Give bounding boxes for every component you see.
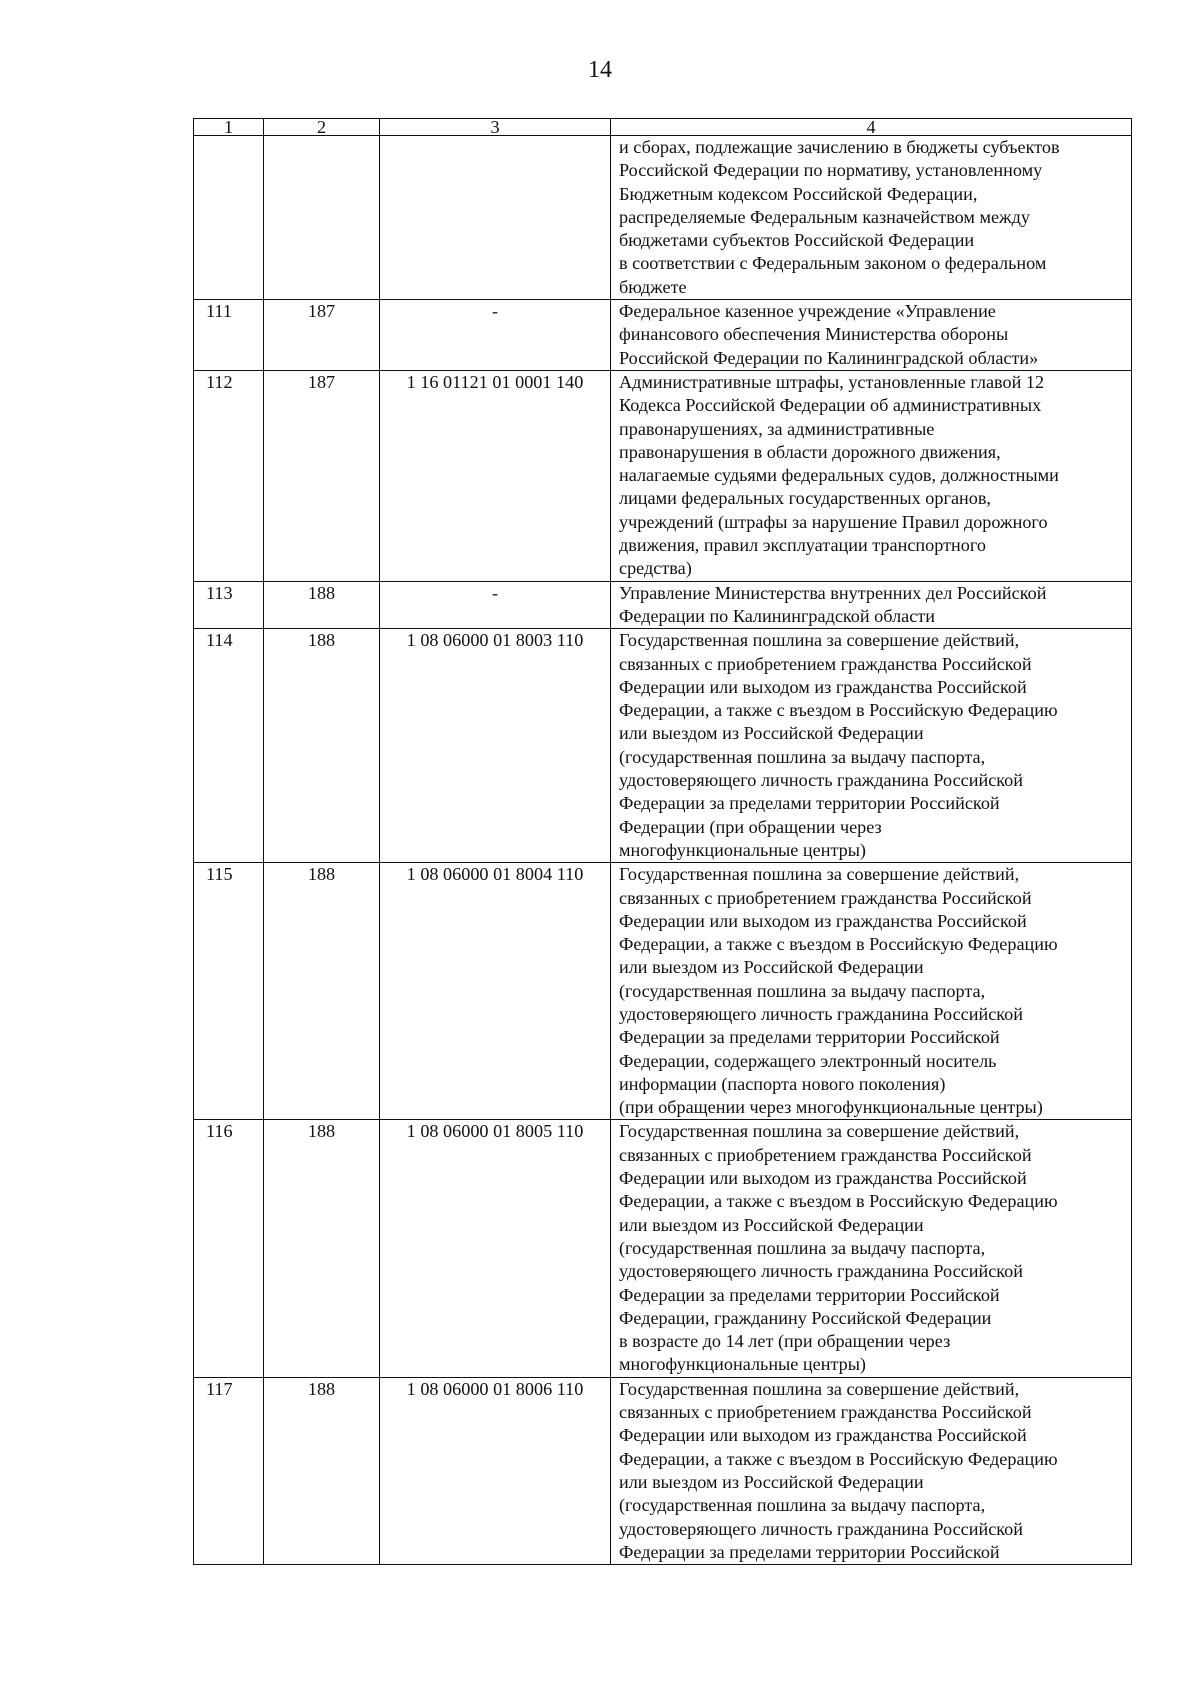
column-header-4: 4	[611, 119, 1132, 136]
row-number: 113	[194, 581, 264, 629]
row-number: 116	[194, 1120, 264, 1377]
chapter-code: 188	[264, 629, 380, 863]
table-row	[194, 863, 1132, 1120]
revenue-code: 1 08 06000 01 8004 110	[380, 863, 611, 1120]
chapter-code: 188	[264, 1120, 380, 1377]
table-row	[194, 629, 1132, 863]
column-header-3: 3	[380, 119, 611, 136]
chapter-code	[264, 136, 380, 300]
chapter-code: 187	[264, 300, 380, 371]
table-row	[194, 1377, 1132, 1564]
revenue-name: Государственная пошлина за совершение действий, связанных с приобретением гражданства Российской Федерации или выходом из гражданства Российской Федерации, а также с въездом в Российскую Федерацию или выездом из Российской Федерации (государственная пошлина за выдачу паспорта, удостоверяющего личность гражданина Российской Федерации за пределами территории Российской	[611, 1377, 1132, 1564]
table-row	[194, 370, 1132, 581]
revenue-code: 1 16 01121 01 0001 140	[380, 370, 611, 581]
table-header	[194, 119, 1132, 136]
revenue-name: и сборах, подлежащие зачислению в бюджеты субъектов Российской Федерации по нормативу, установленному Бюджетным кодексом Российской Федерации, распределяемые Федеральным казначейством между бюджетами субъектов Российской Федерации в соответствии с Федеральным законом о федеральном бюджете	[611, 136, 1132, 300]
revenue-name: Административные штрафы, установленные главой 12 Кодекса Российской Федерации об административных правонарушениях, за административные правонарушения в области дорожного движения, налагаемые судьями федеральных судов, должностными лицами федеральных государственных органов, учреждений (штрафы за нарушение Правил дорожного движения, правил эксплуатации транспортного средства)	[611, 370, 1132, 581]
chapter-code: 188	[264, 581, 380, 629]
chapter-code: 188	[264, 863, 380, 1120]
revenue-code	[380, 136, 611, 300]
chapter-code: 187	[264, 370, 380, 581]
row-number: 114	[194, 629, 264, 863]
page-number: 14	[588, 57, 612, 83]
chapter-code: 188	[264, 1377, 380, 1564]
column-header-1: 1	[194, 119, 264, 136]
revenue-code: 1 08 06000 01 8005 110	[380, 1120, 611, 1377]
revenue-code: 1 08 06000 01 8003 110	[380, 629, 611, 863]
revenue-codes-table	[193, 118, 1132, 1565]
revenue-name: Управление Министерства внутренних дел Российской Федерации по Калининградской области	[611, 581, 1132, 629]
table-row	[194, 300, 1132, 371]
table-row	[194, 136, 1132, 300]
row-number: 112	[194, 370, 264, 581]
row-number: 111	[194, 300, 264, 371]
column-header-2: 2	[264, 119, 380, 136]
header-row	[194, 119, 1132, 136]
row-number	[194, 136, 264, 300]
revenue-name: Федеральное казенное учреждение «Управление финансового обеспечения Министерства обороны Российской Федерации по Калининградской области»	[611, 300, 1132, 371]
table-row	[194, 581, 1132, 629]
revenue-name: Государственная пошлина за совершение действий, связанных с приобретением гражданства Российской Федерации или выходом из гражданства Российской Федерации, а также с въездом в Российскую Федерацию или выездом из Российской Федерации (государственная пошлина за выдачу паспорта, удостоверяющего личность гражданина Российской Федерации за пределами территории Российской Федерации (при обращении через многофункциональные центры)	[611, 629, 1132, 863]
row-number: 115	[194, 863, 264, 1120]
row-number: 117	[194, 1377, 264, 1564]
revenue-code: -	[380, 581, 611, 629]
revenue-code: -	[380, 300, 611, 371]
table-row	[194, 1120, 1132, 1377]
revenue-name: Государственная пошлина за совершение действий, связанных с приобретением гражданства Российской Федерации или выходом из гражданства Российской Федерации, а также с въездом в Российскую Федерацию или выездом из Российской Федерации (государственная пошлина за выдачу паспорта, удостоверяющего личность гражданина Российской Федерации за пределами территории Российской Федерации, гражданину Российской Федерации в возрасте до 14 лет (при обращении через многофункциональные центры)	[611, 1120, 1132, 1377]
revenue-code: 1 08 06000 01 8006 110	[380, 1377, 611, 1564]
revenue-name: Государственная пошлина за совершение действий, связанных с приобретением гражданства Российской Федерации или выходом из гражданства Российской Федерации, а также с въездом в Российскую Федерацию или выездом из Российской Федерации (государственная пошлина за выдачу паспорта, удостоверяющего личность гражданина Российской Федерации за пределами территории Российской Федерации, содержащего электронный носитель информации (паспорта нового поколения) (при обращении через многофункциональные центры)	[611, 863, 1132, 1120]
table-body	[194, 136, 1132, 1565]
